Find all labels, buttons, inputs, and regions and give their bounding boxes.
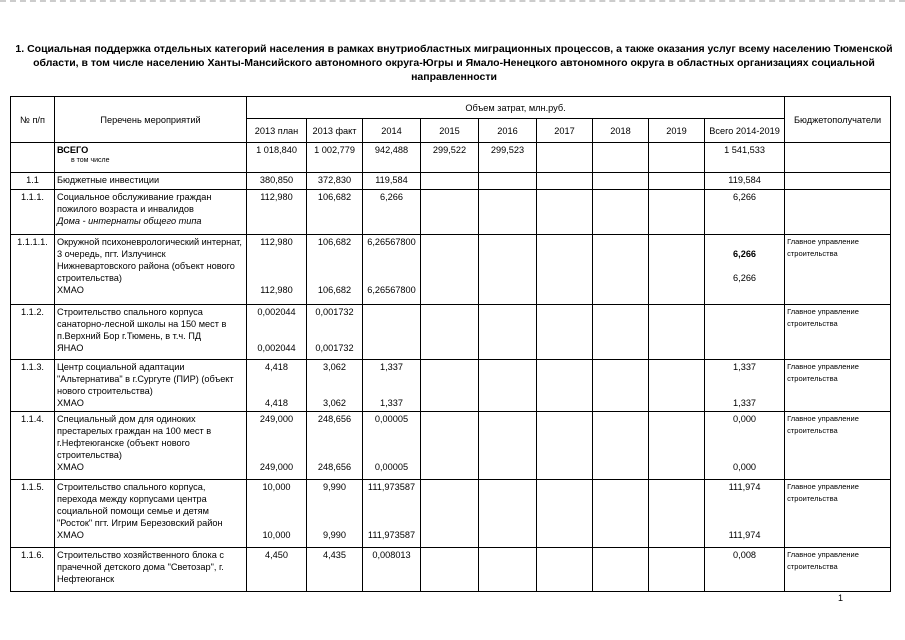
header-year: 2018 (593, 119, 649, 143)
header-volume: Объем затрат, млн.руб. (247, 97, 785, 119)
row-value (649, 480, 705, 548)
row-recipient: Главное управление строительства (785, 480, 891, 548)
total-value: 1 018,840 (247, 143, 307, 173)
row-value (593, 235, 649, 305)
row-value (421, 305, 479, 360)
row-num: 1.1.3. (11, 360, 55, 412)
row-value (649, 412, 705, 480)
section-value (649, 173, 705, 190)
row-value (537, 480, 593, 548)
total-value: 942,488 (363, 143, 421, 173)
row-value: 10,000 10,000 (247, 480, 307, 548)
row-recipient: Главное управление строительства (785, 548, 891, 592)
total-value: 299,523 (479, 143, 537, 173)
row-value (593, 190, 649, 235)
row-value (479, 360, 537, 412)
row-value: 1,337 1,337 (705, 360, 785, 412)
page-title: 1. Социальная поддержка отдельных категорий населения в рамках внутриобластных миграционных процессов, а также оказания услуг всему населению Тюменской области, в том числе населению Ханты-Мансийского автономного округа-Югры и Ямало-Ненецкого автономного округа в областных организациях социальной направленности (15, 43, 893, 83)
row-value: 4,418 4,418 (247, 360, 307, 412)
section-num: 1.1 (11, 173, 55, 190)
row-value (421, 190, 479, 235)
row-value: 111,974 111,974 (705, 480, 785, 548)
row-num: 1.1.6. (11, 548, 55, 592)
total-value (649, 143, 705, 173)
row-num: 1.1.5. (11, 480, 55, 548)
total-value (593, 143, 649, 173)
section-recipient (785, 173, 891, 190)
row-value (593, 548, 649, 592)
row-value (537, 190, 593, 235)
row-description: Социальное обслуживание граждан пожилого возраста и инвалидов Дома - интернаты общего типа (55, 190, 247, 235)
section-label: Бюджетные инвестиции (55, 173, 247, 190)
total-label: ВСЕГО в том числе (55, 143, 247, 173)
row-value (537, 548, 593, 592)
total-value (537, 143, 593, 173)
row-value: 111,973587 111,973587 (363, 480, 421, 548)
row-value: 6,266 (705, 190, 785, 235)
row-value (421, 412, 479, 480)
row-value: 3,062 3,062 (307, 360, 363, 412)
header-year: 2014 (363, 119, 421, 143)
header-year: 2017 (537, 119, 593, 143)
row-description: Центр социальной адаптации "Альтернатива" в г.Сургуте (ПИР) (объект нового строительства) ХМАО (55, 360, 247, 412)
row-value (593, 412, 649, 480)
row-value: 4,450 (247, 548, 307, 592)
section-value (537, 173, 593, 190)
row-value (593, 360, 649, 412)
row-num: 1.1.1.1. (11, 235, 55, 305)
row-recipient: Главное управление строительства (785, 305, 891, 360)
header-year: 2016 (479, 119, 537, 143)
row-value: 106,682 (307, 190, 363, 235)
row-value (649, 548, 705, 592)
row-value (593, 480, 649, 548)
row-value: 1,337 1,337 (363, 360, 421, 412)
page-number: 1 (838, 593, 844, 603)
row-value: 6,266 6,266 (705, 235, 785, 305)
header-year: 2015 (421, 119, 479, 143)
section-value: 119,584 (363, 173, 421, 190)
row-description: Строительство хозяйственного блока с прачечной детского дома "Светозар", г. Нефтеюганск (55, 548, 247, 592)
header-num: № п/п (11, 97, 55, 143)
header-list: Перечень мероприятий (55, 97, 247, 143)
row-value: 6,26567800 6,26567800 (363, 235, 421, 305)
row-value (649, 190, 705, 235)
row-value: 0,001732 0,001732 (307, 305, 363, 360)
row-value (421, 235, 479, 305)
row-value: 4,435 (307, 548, 363, 592)
row-value (537, 305, 593, 360)
row-recipient: Главное управление строительства (785, 412, 891, 480)
row-value: 0,000 0,000 (705, 412, 785, 480)
row-value: 112,980 112,980 (247, 235, 307, 305)
row-value (649, 360, 705, 412)
top-scan-artifact (0, 0, 905, 8)
row-value: 112,980 (247, 190, 307, 235)
row-description: Строительство спального корпуса санаторно-лесной школы на 150 мест в п.Верхний Бор г.Тюмень, в т.ч. ПД ЯНАО (55, 305, 247, 360)
row-value (421, 548, 479, 592)
row-value: 0,002044 0,002044 (247, 305, 307, 360)
section-value: 380,850 (247, 173, 307, 190)
header-year: 2019 (649, 119, 705, 143)
row-value (479, 190, 537, 235)
row-value: 0,008013 (363, 548, 421, 592)
section-value (479, 173, 537, 190)
total-num (11, 143, 55, 173)
row-value (479, 305, 537, 360)
row-value (421, 360, 479, 412)
total-value: 1 002,779 (307, 143, 363, 173)
row-value: 6,266 (363, 190, 421, 235)
row-value (479, 480, 537, 548)
row-value (363, 305, 421, 360)
row-value (537, 412, 593, 480)
header-year: 2013 факт (307, 119, 363, 143)
section-value: 119,584 (705, 173, 785, 190)
header-year: 2013 план (247, 119, 307, 143)
row-num: 1.1.2. (11, 305, 55, 360)
row-description: Специальный дом для одиноких престарелых граждан на 100 мест в г.Нефтеюганске (объект нового строительства) ХМАО (55, 412, 247, 480)
row-value (421, 480, 479, 548)
row-recipient (785, 190, 891, 235)
row-value (649, 305, 705, 360)
row-value (593, 305, 649, 360)
row-value: 0,008 (705, 548, 785, 592)
row-value: 248,656 248,656 (307, 412, 363, 480)
budget-table (10, 96, 891, 592)
total-value: 299,522 (421, 143, 479, 173)
row-value: 9,990 9,990 (307, 480, 363, 548)
row-num: 1.1.1. (11, 190, 55, 235)
row-value: 0,00005 0,00005 (363, 412, 421, 480)
total-value: 1 541,533 (705, 143, 785, 173)
row-description: Строительство спального корпуса, перехода между корпусами центра социальной помощи семье и детям "Росток" пгт. Игрим Березовский район ХМАО (55, 480, 247, 548)
section-value (593, 173, 649, 190)
section-value (421, 173, 479, 190)
row-value (479, 412, 537, 480)
row-description: Окружной психоневрологический интернат, 3 очередь, пгт. Излучинск Нижневартовского района (объект нового строительства) ХМАО (55, 235, 247, 305)
section-value: 372,830 (307, 173, 363, 190)
row-value (705, 305, 785, 360)
header-year: Всего 2014-2019 (705, 119, 785, 143)
header-recipient: Бюджетополучатели (785, 97, 891, 143)
row-recipient: Главное управление строительства (785, 360, 891, 412)
row-value (537, 360, 593, 412)
row-value (649, 235, 705, 305)
row-value: 106,682 106,682 (307, 235, 363, 305)
row-value: 249,000 249,000 (247, 412, 307, 480)
row-value (479, 548, 537, 592)
row-value (537, 235, 593, 305)
total-recipient (785, 143, 891, 173)
row-recipient: Главное управление строительства (785, 235, 891, 305)
row-num: 1.1.4. (11, 412, 55, 480)
row-value (479, 235, 537, 305)
